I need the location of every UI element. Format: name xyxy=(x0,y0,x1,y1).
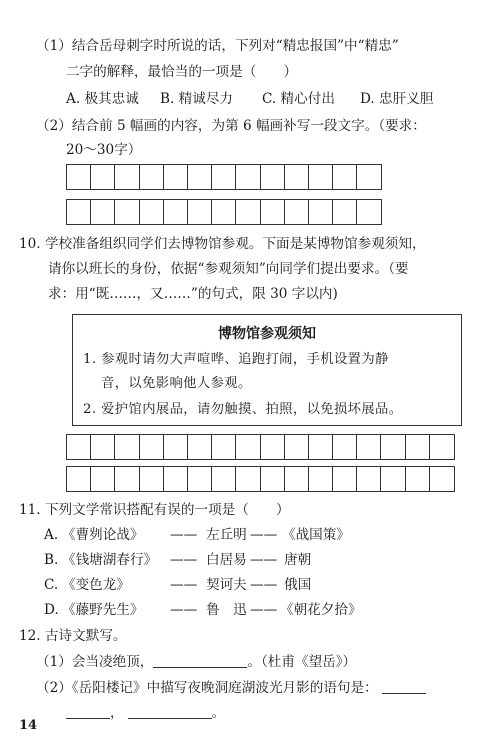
q11-option-b-letter: B. xyxy=(44,552,59,568)
q11-option-a-letter: A. xyxy=(44,527,59,543)
answer-grid-cell[interactable] xyxy=(285,200,309,224)
answer-grid-cell[interactable] xyxy=(115,200,139,224)
answer-grid-cell[interactable] xyxy=(91,165,115,189)
answer-grid-row[interactable] xyxy=(66,199,382,225)
answer-grid-cell[interactable] xyxy=(115,467,139,491)
page-number: 14 xyxy=(19,718,38,733)
q11-option-a-source: 《战国策》 xyxy=(282,527,350,543)
q11-option-a-author: 左丘明 xyxy=(206,527,247,543)
q11-option-a-dash1: —— xyxy=(170,527,198,543)
q12-sub2-end: 。 xyxy=(211,705,226,721)
answer-grid-cell[interactable] xyxy=(91,467,115,491)
museum-notice-box xyxy=(72,314,462,426)
q11-option-c-source: 俄国 xyxy=(284,577,312,593)
q11-option-c-dash2: —— xyxy=(250,577,278,593)
notice-item1-line1: 1. 参观时请勿大声喧哗、追跑打闹，手机设置为静 xyxy=(83,352,389,367)
answer-grid-cell[interactable] xyxy=(406,435,430,459)
answer-grid-cell[interactable] xyxy=(91,435,115,459)
q12-sub1-prefix: （1）会当凌绝顶， xyxy=(36,654,154,670)
q12-sub2-line2 xyxy=(66,703,225,723)
answer-grid-cell[interactable] xyxy=(188,200,212,224)
q11-option-d-letter: D. xyxy=(44,602,59,618)
answer-grid-cell[interactable] xyxy=(67,165,91,189)
q11-option-c-dash1: —— xyxy=(170,577,198,593)
answer-grid-cell[interactable] xyxy=(309,435,333,459)
answer-grid-cell[interactable] xyxy=(333,435,357,459)
q11-option-b-dash2: —— xyxy=(250,552,278,568)
q-sub1-option-d: D. 忠肝义胆 xyxy=(360,91,434,107)
q11-option-a-work: 《曹刿论战》 xyxy=(62,527,144,543)
answer-grid-cell[interactable] xyxy=(333,467,357,491)
answer-grid-cell[interactable] xyxy=(67,435,91,459)
q10-line2: 请你以班长的身份，依据“参观须知”向同学们提出要求。（要 xyxy=(48,261,409,277)
answer-grid-cell[interactable] xyxy=(261,165,285,189)
answer-grid-cell[interactable] xyxy=(261,200,285,224)
q-sub1-line2: 二字的解释，最恰当的一项是（ ） xyxy=(66,64,298,80)
q11-option-b-source: 唐朝 xyxy=(284,552,312,568)
notice-title: 博物馆参观须知 xyxy=(218,326,316,342)
answer-grid-cell[interactable] xyxy=(309,200,333,224)
q-sub2-line2: 20～30字） xyxy=(66,142,142,158)
answer-grid-cell[interactable] xyxy=(285,165,309,189)
answer-grid-cell[interactable] xyxy=(140,165,164,189)
q12-sub2-prefix: （2）《岳阳楼记》中描写夜晚洞庭湖波光月影的语句是： xyxy=(36,680,378,696)
answer-grid-cell[interactable] xyxy=(261,467,285,491)
answer-grid-cell[interactable] xyxy=(261,435,285,459)
answer-grid-cell[interactable] xyxy=(236,165,260,189)
notice-item1-line2: 音，以免影响他人参观。 xyxy=(101,376,252,391)
answer-grid-cell[interactable] xyxy=(406,467,430,491)
answer-grid-cell[interactable] xyxy=(212,435,236,459)
answer-grid-cell[interactable] xyxy=(236,200,260,224)
answer-grid-cell[interactable] xyxy=(236,467,260,491)
answer-grid-cell[interactable] xyxy=(236,435,260,459)
q12-sub1 xyxy=(36,652,356,672)
answer-grid-cell[interactable] xyxy=(357,200,381,224)
answer-grid-cell[interactable] xyxy=(164,435,188,459)
answer-grid-cell[interactable] xyxy=(309,467,333,491)
q11-option-b-dash1: —— xyxy=(170,552,198,568)
answer-grid-cell[interactable] xyxy=(381,435,405,459)
q-sub1-option-a: A. 极其忠诚 xyxy=(66,91,139,107)
answer-grid-row[interactable] xyxy=(66,434,455,460)
q12-stem: 12. 古诗文默写。 xyxy=(19,628,127,644)
answer-grid-cell[interactable] xyxy=(333,165,357,189)
answer-grid-cell[interactable] xyxy=(212,467,236,491)
q10-line1: 10. 学校准备组织同学们去博物馆参观。下面是某博物馆参观须知， xyxy=(19,236,426,252)
q-sub1-option-b: B. 精诚尽力 xyxy=(160,91,234,107)
answer-grid-cell[interactable] xyxy=(188,467,212,491)
answer-grid-cell[interactable] xyxy=(188,165,212,189)
answer-grid-cell[interactable] xyxy=(188,435,212,459)
q11-option-d-dash1: —— xyxy=(170,602,198,618)
answer-grid-cell[interactable] xyxy=(115,435,139,459)
answer-grid-cell[interactable] xyxy=(140,435,164,459)
answer-grid-cell[interactable] xyxy=(357,467,381,491)
q11-option-a-dash2: —— xyxy=(250,527,278,543)
answer-grid-cell[interactable] xyxy=(115,165,139,189)
q11-option-d-work: 《藤野先生》 xyxy=(62,602,144,618)
notice-item2: 2. 爱护馆内展品，请勿触摸、拍照，以免损坏展品。 xyxy=(83,402,403,417)
q12-sub2-comma: ， xyxy=(110,705,124,721)
q11-option-c-letter: C. xyxy=(44,577,59,593)
answer-grid-cell[interactable] xyxy=(164,200,188,224)
q11-option-c-work: 《变色龙》 xyxy=(62,577,130,593)
answer-grid-cell[interactable] xyxy=(285,467,309,491)
q12-sub1-blank[interactable] xyxy=(153,653,247,668)
q11-option-b-work: 《钱塘湖春行》 xyxy=(62,552,158,568)
q-sub2-line1: （2）结合前 5 幅画的内容，为第 6 幅画补写一段文字。（要求： xyxy=(36,118,426,134)
q11-option-d-author: 鲁 迅 xyxy=(206,602,247,618)
q11-option-c-author: 契诃夫 xyxy=(206,577,247,593)
answer-grid-cell[interactable] xyxy=(381,467,405,491)
answer-grid-cell[interactable] xyxy=(285,435,309,459)
answer-grid-cell[interactable] xyxy=(140,467,164,491)
q11-option-b-author: 白居易 xyxy=(206,552,247,568)
q12-sub2-line1 xyxy=(36,678,426,698)
answer-grid-cell[interactable] xyxy=(140,200,164,224)
answer-grid-cell[interactable] xyxy=(357,435,381,459)
q11-option-d-dash2: —— xyxy=(250,602,278,618)
answer-grid-cell[interactable] xyxy=(67,200,91,224)
answer-grid-cell[interactable] xyxy=(164,467,188,491)
q11-option-d-source: 《朝花夕拾》 xyxy=(280,602,362,618)
answer-grid-cell[interactable] xyxy=(212,165,236,189)
answer-grid-cell[interactable] xyxy=(164,165,188,189)
answer-grid-row[interactable] xyxy=(66,164,382,190)
q12-sub2-blank-2[interactable] xyxy=(128,704,212,719)
q12-sub2-blank-1[interactable] xyxy=(382,679,426,694)
q-sub1-option-c: C. 精心付出 xyxy=(262,91,335,107)
answer-grid-cell[interactable] xyxy=(91,200,115,224)
answer-grid-cell[interactable] xyxy=(357,165,381,189)
q-sub1-line1: （1）结合岳母刺字时所说的话，下列对“精忠报国”中“精忠” xyxy=(36,38,399,54)
answer-grid-cell[interactable] xyxy=(212,200,236,224)
q12-sub1-suffix: 。（杜甫《望岳》） xyxy=(247,654,357,670)
answer-grid-row[interactable] xyxy=(66,466,455,492)
answer-grid-cell[interactable] xyxy=(309,165,333,189)
answer-grid-cell[interactable] xyxy=(430,467,454,491)
answer-grid-cell[interactable] xyxy=(67,467,91,491)
q11-stem: 11. 下列文学常识搭配有误的一项是（ ） xyxy=(19,502,290,518)
q12-sub2-blank-1-cont[interactable] xyxy=(66,704,110,719)
answer-grid-cell[interactable] xyxy=(430,435,454,459)
answer-grid-cell[interactable] xyxy=(333,200,357,224)
q10-line3: 求：用“既……，又……”的句式，限 30 字以内) xyxy=(48,286,338,302)
